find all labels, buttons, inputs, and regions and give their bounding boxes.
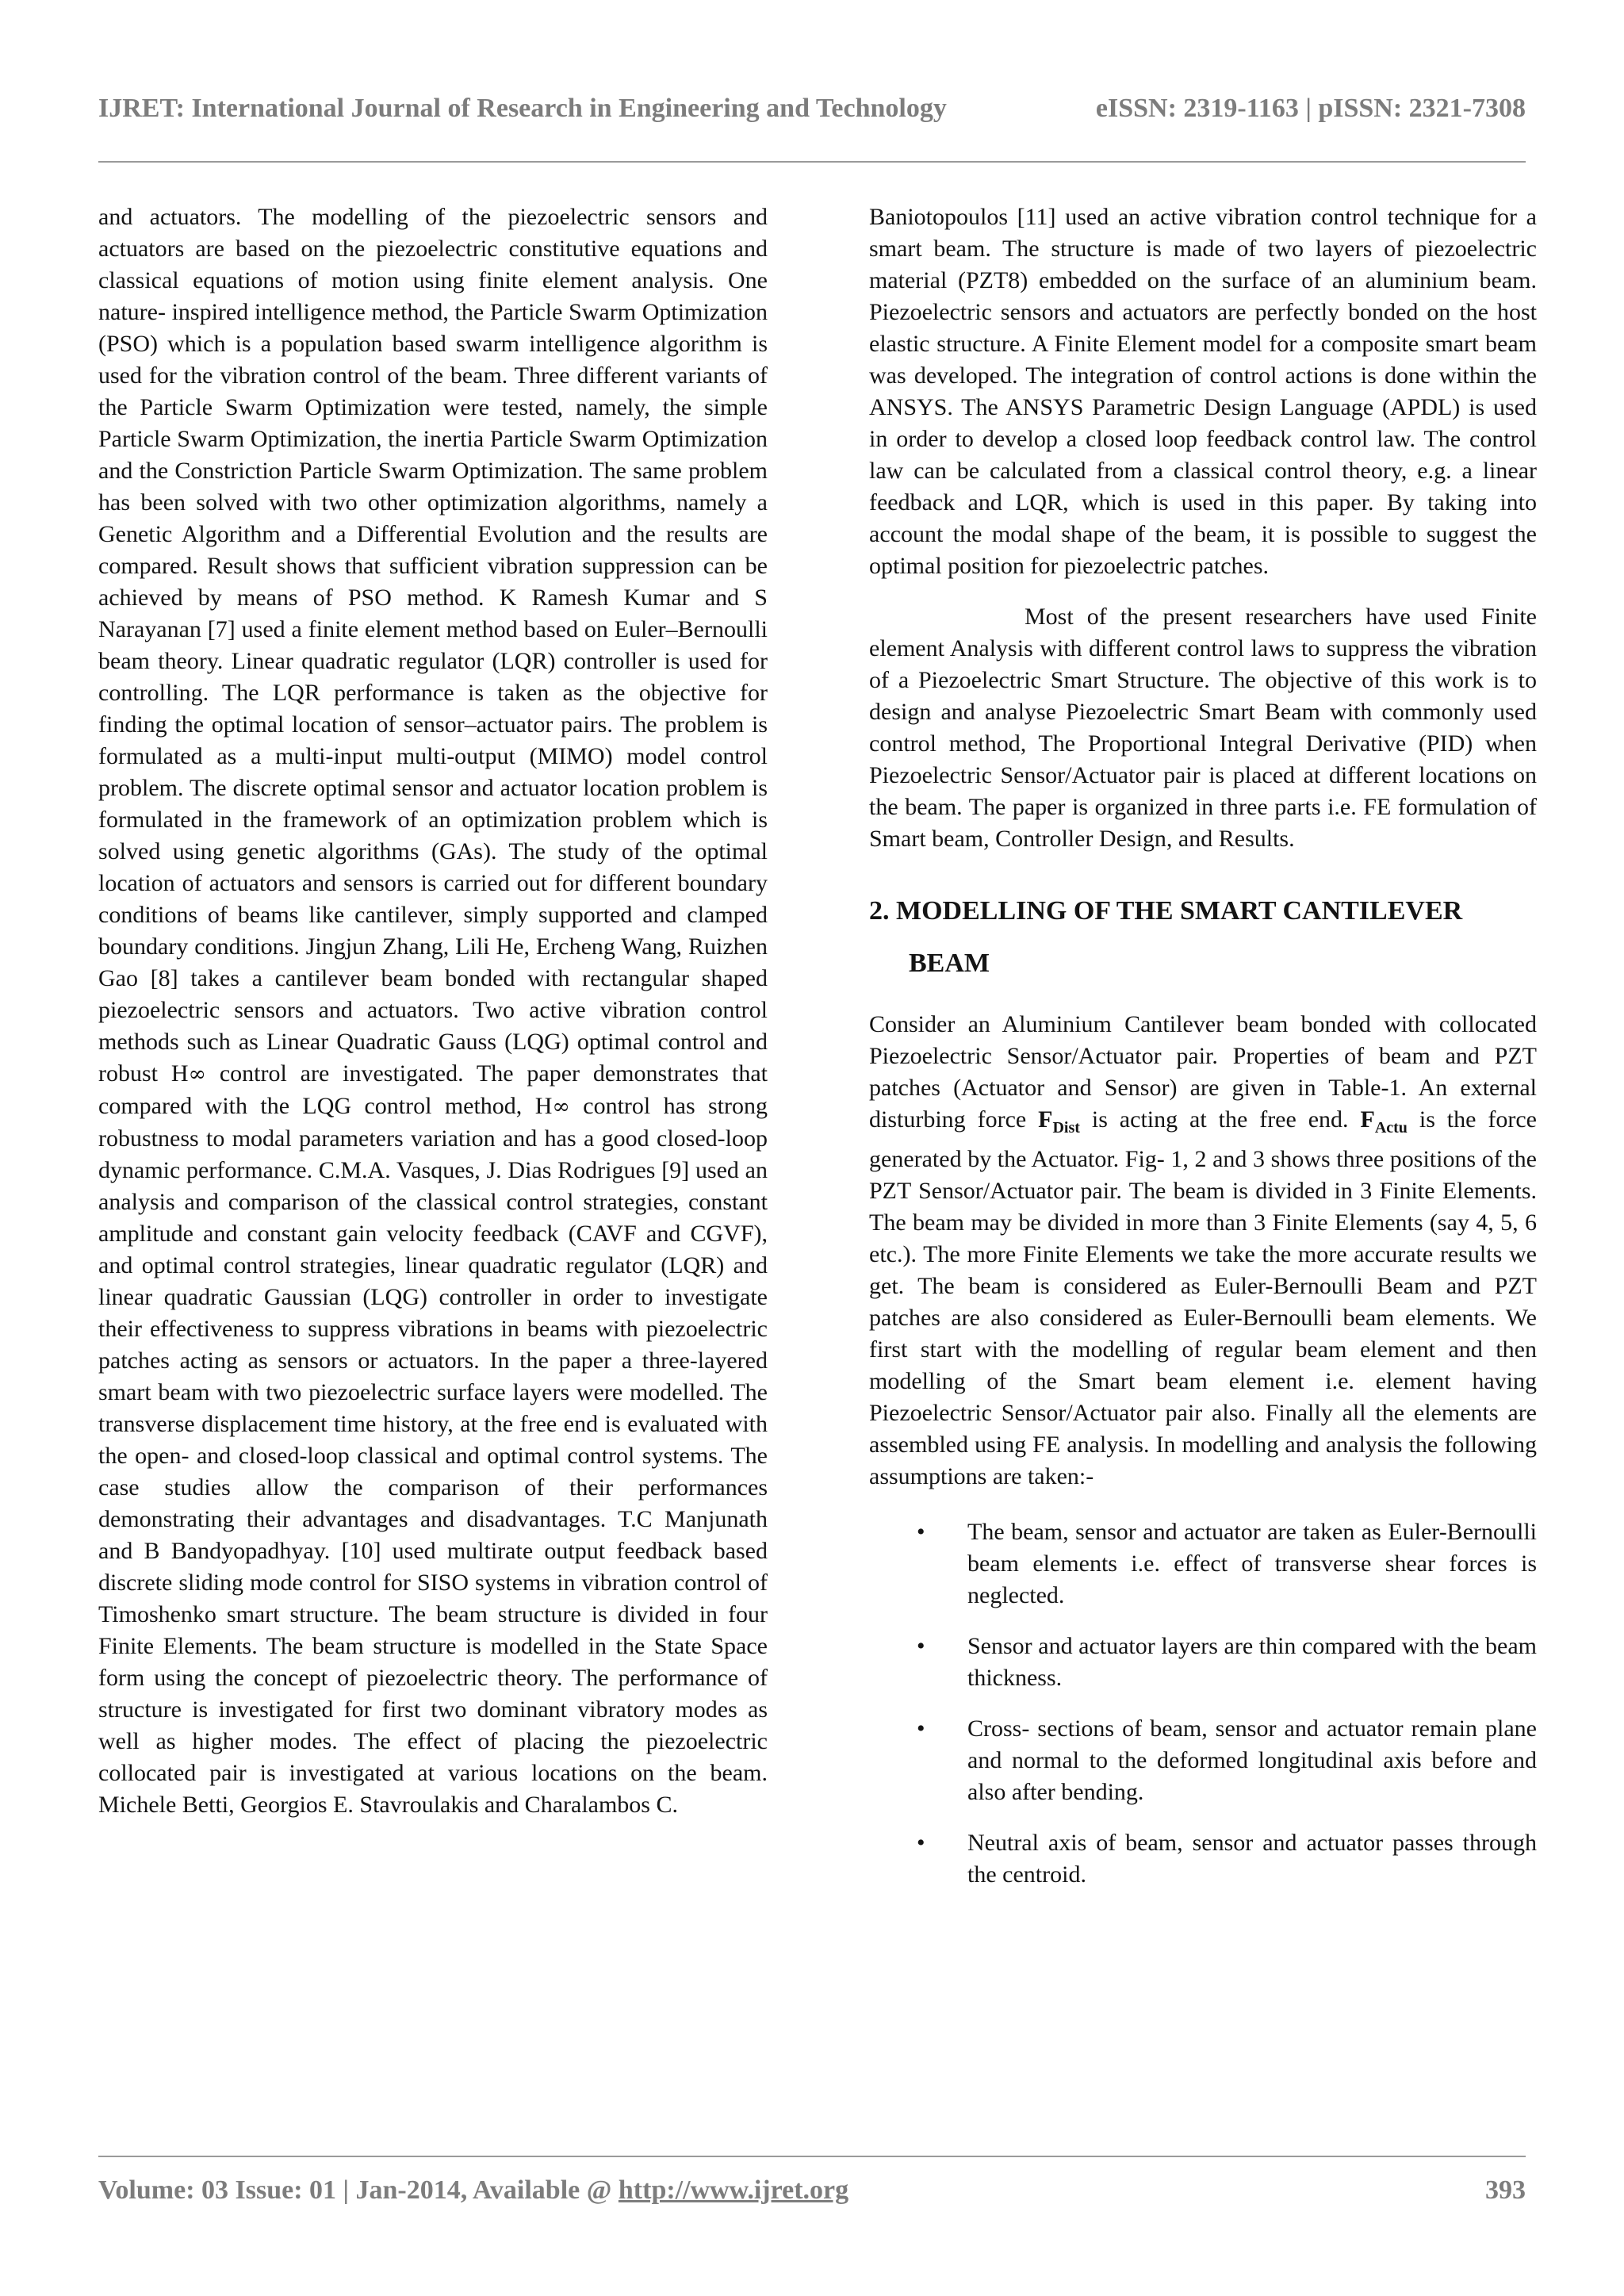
list-item: • Sensor and actuator layers are thin compared with the beam thickness. bbox=[869, 1631, 1537, 1694]
literature-review-paragraph bbox=[98, 201, 768, 1821]
page-header bbox=[98, 94, 1526, 124]
force-subscript: Dist bbox=[1052, 1119, 1080, 1137]
header-divider bbox=[98, 161, 1526, 163]
volume-info bbox=[98, 2175, 848, 2206]
paragraph-text: control are investigated. The paper demonstrates that compared with the LQG control method, H bbox=[98, 1060, 768, 1119]
volume-text: Volume: 03 Issue: 01 | Jan-2014, Available @ bbox=[98, 2175, 619, 2205]
section-heading bbox=[869, 885, 1537, 990]
infinity-symbol: ∞ bbox=[552, 1094, 570, 1119]
infinity-symbol: ∞ bbox=[188, 1062, 207, 1087]
force-letter: F bbox=[1038, 1106, 1053, 1133]
paragraph-text: and actuators. The modelling of the piezoelectric sensors and actuators are based on the piezoelectric constitutive equations and classical equations of motion using finite element analysis. One nature- inspired intelligence method, the Particle Swarm Optimization (PSO) which is a population based swarm intelligence algorithm is used for the vibration control of the beam. Three different variants of the Particle Swarm Optimization were tested, namely, the simple Particle Swarm Optimization, the inertia Particle Swarm Optimization and the Constriction Particle Swarm Optimization. The same problem has been solved with two other optimization algorithms, namely a Genetic Algorithm and a Differential Evolution and the results are compared. Result shows that sufficient vibration suppression can be achieved by means of PSO method. K Ramesh Kumar and S Narayanan [7] used a finite element method based on Euler–Bernoulli beam theory. Linear quadratic regulator (LQR) controller is used for controlling. The LQR performance is taken as the objective for finding the optimal location of sensor–actuator pairs. The problem is formulated as a multi-input multi-output (MIMO) model control problem. The discrete optimal sensor and actuator location problem is formulated in the framework of an optimization problem which is solved using genetic algorithms (GAs). The study of the optimal location of actuators and sensors is carried out for different boundary conditions of beams like cantilever, simply supported and clamped boundary conditions. Jingjun Zhang, Lili He, Ercheng Wang, Ruizhen Gao [8] takes a cantilever beam bonded with rectangular shaped piezoelectric sensors and actuators. Two active vibration control methods such as Linear Quadratic Gauss (LQG) optimal control and robust H bbox=[98, 204, 768, 1087]
force-subscript: Actu bbox=[1374, 1119, 1408, 1137]
page-number: 393 bbox=[1485, 2175, 1526, 2205]
right-column bbox=[869, 201, 1537, 1910]
section-heading-line1: 2. MODELLING OF THE SMART CANTILEVER bbox=[869, 896, 1463, 926]
paragraph-text: is the force generated by the Actuator. Fig- 1, 2 and 3 shows three positions of the PZT Sensor/Actuator pair. The beam is divided in 3 Finite Elements. The beam may be divided in more than 3 Finite Elements (say 4, 5, 6 etc.). The more Finite Elements we take the more accurate results we get. The beam is considered as Euler-Bernoulli Beam and PZT patches are also considered as Euler-Bernoulli beam elements. We first start with the modelling of regular beam element and then modelling of the Smart beam element i.e. element having Piezoelectric Sensor/Actuator pair also. Finally all the elements are assembled using FE analysis. In modelling and analysis the following assumptions are taken:- bbox=[869, 1106, 1538, 1489]
paragraph-text: Consider an Aluminium Cantilever beam bonded with collocated Piezoelectric Sensor/Actuator pair. Properties of beam and PZT patches (Actuator and Sensor) are given in Table-1. An external disturbing force bbox=[869, 1011, 1537, 1133]
modelling-paragraph bbox=[869, 1009, 1537, 1493]
disturbing-force-symbol bbox=[1038, 1106, 1080, 1137]
paragraph-text: is acting at the free end. bbox=[1079, 1106, 1361, 1133]
paragraph-text: control has strong robustness to modal parameters variation and has a good closed-loop dynamic performance. C.M.A. Vasques, J. Dias Rodrigues [9] used an analysis and comparison of the classical control strategies, constant amplitude and constant gain velocity feedback (CAVF and CGVF), and optimal control strategies, linear quadratic regulator (LQR) and linear quadratic Gaussian (LQG) controller in order to investigate their effectiveness to suppress vibrations in beams with piezoelectric patches acting as sensors or actuators. In the paper a three-layered smart beam with two piezoelectric surface layers were modelled. The transverse displacement time history, at the free end is evaluated with the open- and closed-loop classical and optimal control systems. The case studies allow the comparison of their performances demonstrating their advantages and disadvantages. T.C Manjunath and B Bandyopadhyay. [10] used multirate output feedback based discrete sliding mode control for SISO systems in vibration control of Timoshenko smart structure. The beam structure is divided in four Finite Elements. The beam structure is modelled in the State Space form using the concept of piezoelectric theory. The performance of structure is investigated for first two dominant vibratory modes as well as higher modes. The effect of placing the piezoelectric collocated pair is investigated at various locations on the beam. Michele Betti, Georgios E. Stavroulakis and Charalambos C. bbox=[98, 1093, 768, 1818]
journal-title: IJRET: International Journal of Research in Engineering and Technology bbox=[98, 94, 947, 123]
page-footer bbox=[98, 2175, 1526, 2206]
literature-review-paragraph-continued: Baniotopoulos [11] used an active vibration control technique for a smart beam. The structure is made of two layers of piezoelectric material (PZT8) embedded on the surface of an aluminium beam. Piezoelectric sensors and actuators are perfectly bonded on the host elastic structure. A Finite Element model for a composite smart beam was developed. The integration of control actions is done within the ANSYS. The ANSYS Parametric Design Language (APDL) is used in order to develop a closed loop feedback control law. The control law can be calculated from a classical control theory, e.g. a linear feedback and LQR, which is used in this paper. By taking into account the modal shape of the beam, it is possible to suggest the optimal position for piezoelectric patches. bbox=[869, 204, 1537, 579]
list-item: • The beam, sensor and actuator are taken as Euler-Bernoulli beam elements i.e. effect of transverse shear forces is neglected. bbox=[869, 1516, 1537, 1612]
list-item: • Neutral axis of beam, sensor and actuator passes through the centroid. bbox=[869, 1827, 1537, 1891]
journal-link[interactable]: http://www.ijret.org bbox=[618, 2175, 849, 2205]
footer-divider bbox=[98, 2156, 1526, 2157]
objective-paragraph: Most of the present researchers have used Finite element Analysis with different control laws to suppress the vibration of a Piezoelectric Smart Structure. The objective of this work is to design and analyse Piezoelectric Smart Beam with commonly used control method, The Proportional Integral Derivative (PID) when Piezoelectric Sensor/Actuator pair is placed at different locations on the beam. The paper is organized in three parts i.e. FE formulation of Smart beam, Controller Design, and Results. bbox=[869, 604, 1537, 852]
actuator-force-symbol bbox=[1360, 1106, 1408, 1137]
force-letter: F bbox=[1360, 1106, 1375, 1133]
left-column bbox=[98, 201, 768, 1821]
section-heading-line2: BEAM bbox=[909, 949, 990, 978]
issn-label: eISSN: 2319-1163 | pISSN: 2321-7308 bbox=[1095, 94, 1526, 123]
assumptions-list bbox=[869, 1516, 1537, 1891]
list-item: • Cross- sections of beam, sensor and actuator remain plane and normal to the deformed longitudinal axis before and also after bending. bbox=[869, 1713, 1537, 1808]
